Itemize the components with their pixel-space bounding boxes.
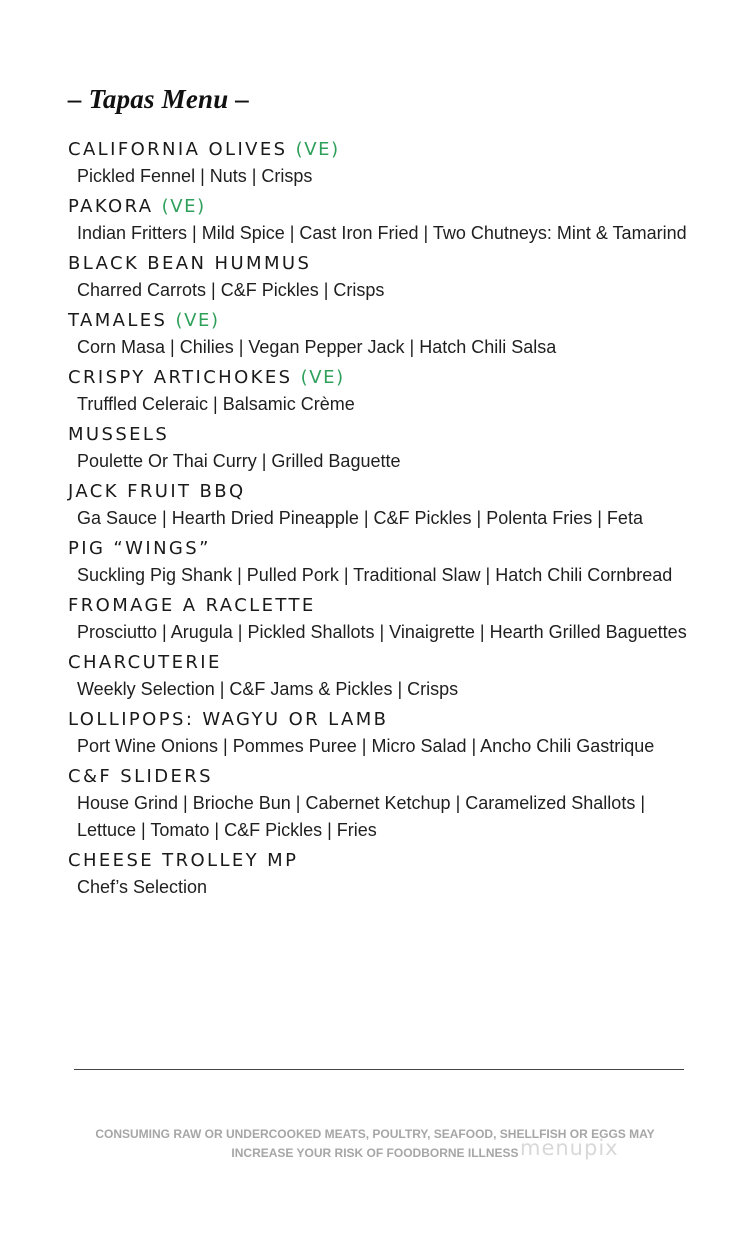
item-name: CALIFORNIA OLIVES	[68, 139, 288, 160]
menu-item	[68, 536, 708, 589]
menu-item	[68, 194, 708, 247]
item-name: BLACK BEAN HUMMUS	[68, 253, 312, 274]
item-description: House Grind | Brioche Bun | Cabernet Ketchup | Caramelized Shallots | Lettuce | Tomato | C&F Pickles | Fries	[77, 793, 645, 840]
divider	[74, 1069, 684, 1070]
menu-item	[68, 308, 708, 361]
menu-title: – Tapas Menu –	[68, 84, 250, 114]
item-name: CHARCUTERIE	[68, 652, 222, 673]
menu-item	[68, 365, 708, 418]
item-name: LOLLIPOPS: WAGYU OR LAMB	[68, 709, 389, 730]
disclaimer-line-1: CONSUMING RAW OR UNDERCOOKED MEATS, POULTRY, SEAFOOD, SHELLFISH OR EGGS MAY	[95, 1127, 655, 1141]
vegan-tag: (VE)	[300, 367, 345, 388]
item-description: Ga Sauce | Hearth Dried Pineapple | C&F Pickles | Polenta Fries | Feta	[77, 508, 643, 528]
disclaimer-line-2: INCREASE YOUR RISK OF FOODBORNE ILLNESS	[231, 1146, 519, 1160]
item-description: Port Wine Onions | Pommes Puree | Micro Salad | Ancho Chili Gastrique	[77, 736, 655, 756]
item-name: PAKORA	[68, 196, 154, 217]
watermark-logo: menupix	[520, 1136, 619, 1160]
menu-item	[68, 764, 708, 844]
item-description: Corn Masa | Chilies | Vegan Pepper Jack | Hatch Chili Salsa	[77, 337, 557, 357]
menu-item	[68, 479, 708, 532]
item-name: PIG “WINGS”	[68, 538, 211, 559]
item-name: CRISPY ARTICHOKES	[68, 367, 293, 388]
menu-item	[68, 848, 708, 901]
item-description: Poulette Or Thai Curry | Grilled Baguette	[77, 451, 401, 471]
item-name: CHEESE TROLLEY MP	[68, 850, 299, 871]
item-description: Chef’s Selection	[77, 877, 208, 897]
item-description: Weekly Selection | C&F Jams & Pickles | Crisps	[77, 679, 459, 699]
item-description: Truffled Celeraic | Balsamic Crème	[77, 394, 355, 414]
menu-item	[68, 707, 708, 760]
item-description: Indian Fritters | Mild Spice | Cast Iron Fried | Two Chutneys: Mint & Tamarind	[77, 223, 687, 243]
item-name: C&F SLIDERS	[68, 766, 214, 787]
item-description: Charred Carrots | C&F Pickles | Crisps	[77, 280, 385, 300]
item-description: Prosciutto | Arugula | Pickled Shallots | Vinaigrette | Hearth Grilled Baguettes	[77, 622, 687, 642]
item-name: JACK FRUIT BBQ	[68, 481, 246, 502]
vegan-tag: (VE)	[161, 196, 206, 217]
menu-item	[68, 251, 708, 304]
vegan-tag: (VE)	[295, 139, 340, 160]
menu-list	[68, 137, 708, 905]
vegan-tag: (VE)	[175, 310, 220, 331]
menu-item	[68, 593, 708, 646]
item-name: MUSSELS	[68, 424, 170, 445]
menu-item	[68, 137, 708, 190]
menu-item	[68, 650, 708, 703]
item-name: FROMAGE A RACLETTE	[68, 595, 316, 616]
item-description: Suckling Pig Shank | Pulled Pork | Traditional Slaw | Hatch Chili Cornbread	[77, 565, 673, 585]
menu-item	[68, 422, 708, 475]
item-description: Pickled Fennel | Nuts | Crisps	[77, 166, 313, 186]
item-name: TAMALES	[68, 310, 168, 331]
